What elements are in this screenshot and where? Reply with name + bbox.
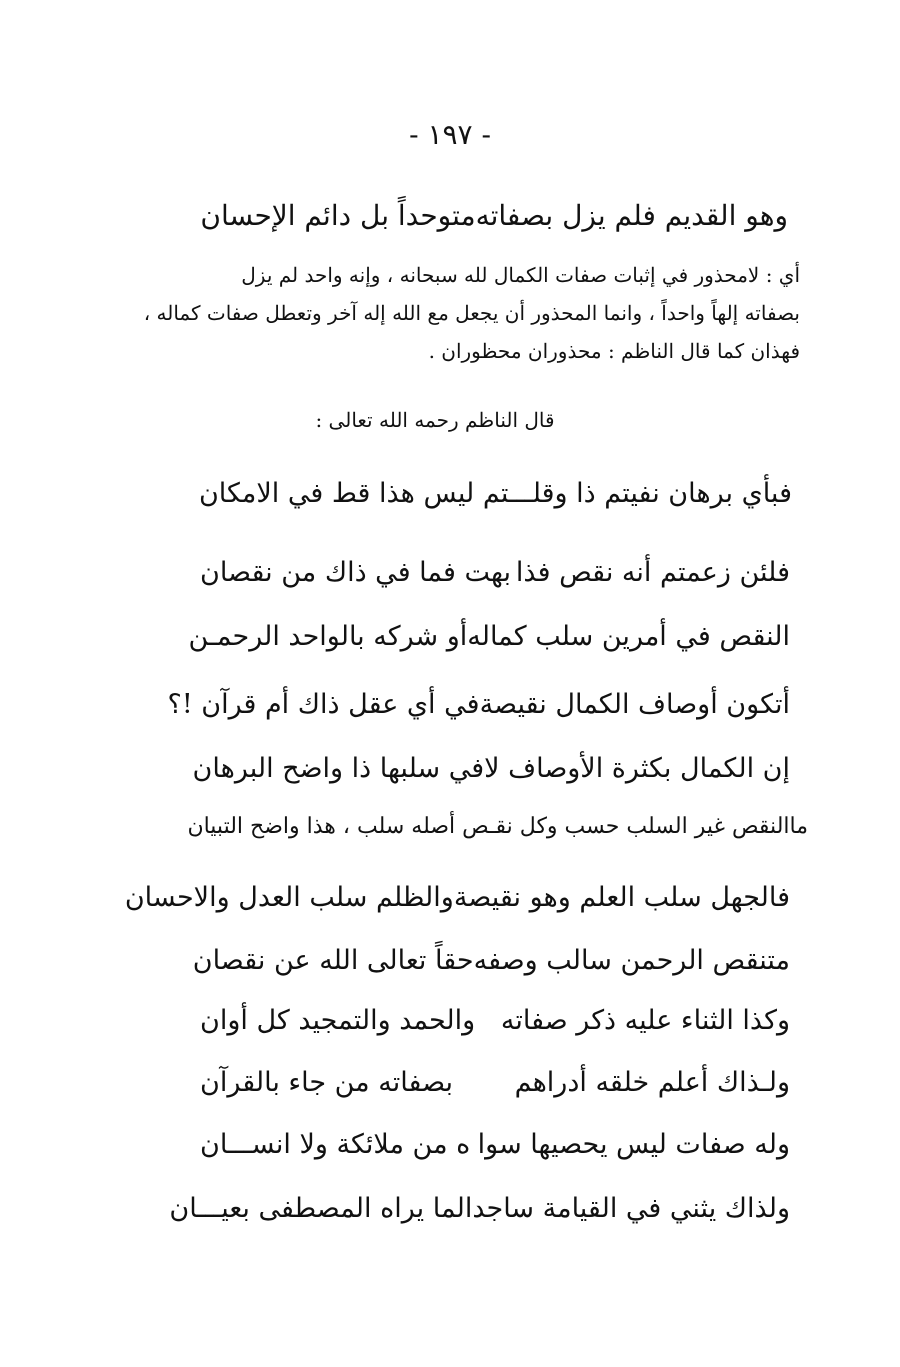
verse-first-hemistich: متنقص الرحمن سالب وصفه (473, 944, 790, 976)
verse-second-hemistich: ه من ملائكة ولا انســـان (200, 1128, 471, 1160)
verse (188, 616, 790, 656)
verse-second-hemistich: والحمد والتمجيد كل أوان (200, 1004, 476, 1036)
verse-second-hemistich: بهت فما في ذاك من نقصان (200, 556, 511, 588)
verse (124, 877, 790, 917)
verse-first-hemistich: فلئن زعمتم أنه نقص فذا (515, 556, 790, 588)
verse-second-hemistich: بصفاته من جاء بالقرآن (200, 1066, 454, 1098)
verse (167, 684, 790, 724)
verse-full-line: فبأي برهان نفيتم ذا وقلـــتم ليس هذا قط في الامكان (198, 478, 792, 509)
verse-second-hemistich: في سلبها ذا واضح البرهان (192, 752, 485, 784)
verse (192, 940, 790, 980)
verse-first-hemistich: ولذاك يثني في القيامة ساجدا (464, 1192, 790, 1224)
poem-intro: قال الناظم رحمه الله تعالى : (315, 408, 555, 432)
commentary-line: فهذان كما قال الناظم : محذوران محظوران . (428, 339, 800, 363)
verse-second-hemistich: أو شركه بالواحد الرحمـن (188, 620, 468, 652)
verse-first-hemistich: وله صفات ليس يحصيها سوا (477, 1128, 790, 1160)
commentary-paragraph (90, 256, 800, 370)
verse (169, 1188, 790, 1228)
verse-second-hemistich: حقاً تعالى الله عن نقصان (192, 944, 474, 976)
verse-second-hemistich: في أي عقل ذاك أم قرآن !؟ (167, 688, 480, 720)
verse-second-hemistich: والظلم سلب العدل والاحسان (124, 881, 454, 913)
verse-first-hemistich: إن الكمال بكثرة الأوصاف لا (484, 752, 790, 784)
verse (200, 552, 790, 592)
verse-first-hemistich: أتكون أوصاف الكمال نقيصة (479, 688, 790, 720)
verse-second-hemistich: لما يراه المصطفى بعيـــان (169, 1192, 465, 1224)
verse-first-hemistich: وكذا الثناء عليه ذكر صفاته (500, 1004, 790, 1036)
verse-first-hemistich: فالجهل سلب العلم وهو نقيصة (453, 881, 790, 913)
opening-verse (200, 195, 788, 235)
verse-first-hemistich: النقص في أمرين سلب كماله (467, 620, 790, 652)
verse-first-hemistich: وهو القديم فلم يزل بصفاته (475, 198, 788, 232)
commentary-line: أي : لامحذور في إثبات صفات الكمال لله سبحانه ، وإنه واحد لم يزل (241, 263, 800, 287)
verse (200, 1000, 790, 1040)
verse (192, 748, 790, 788)
page-number: - ١٩٧ - (409, 118, 491, 151)
verse (200, 1062, 790, 1102)
commentary-line: بصفاته إلهاً واحداً ، وانما المحذور أن يجعل مع الله إله آخر وتعطل صفات كماله ، (143, 301, 800, 325)
verse-full-line: ماالنقص غير السلب حسب وكل نقـص أصله سلب ، هذا واضح التبيان (187, 814, 808, 839)
verse-second-hemistich: متوحداً بل دائم الإحسان (200, 198, 476, 232)
verse (200, 1124, 790, 1164)
verse-first-hemistich: ولـذاك أعلم خلقه أدراهم (514, 1066, 790, 1098)
